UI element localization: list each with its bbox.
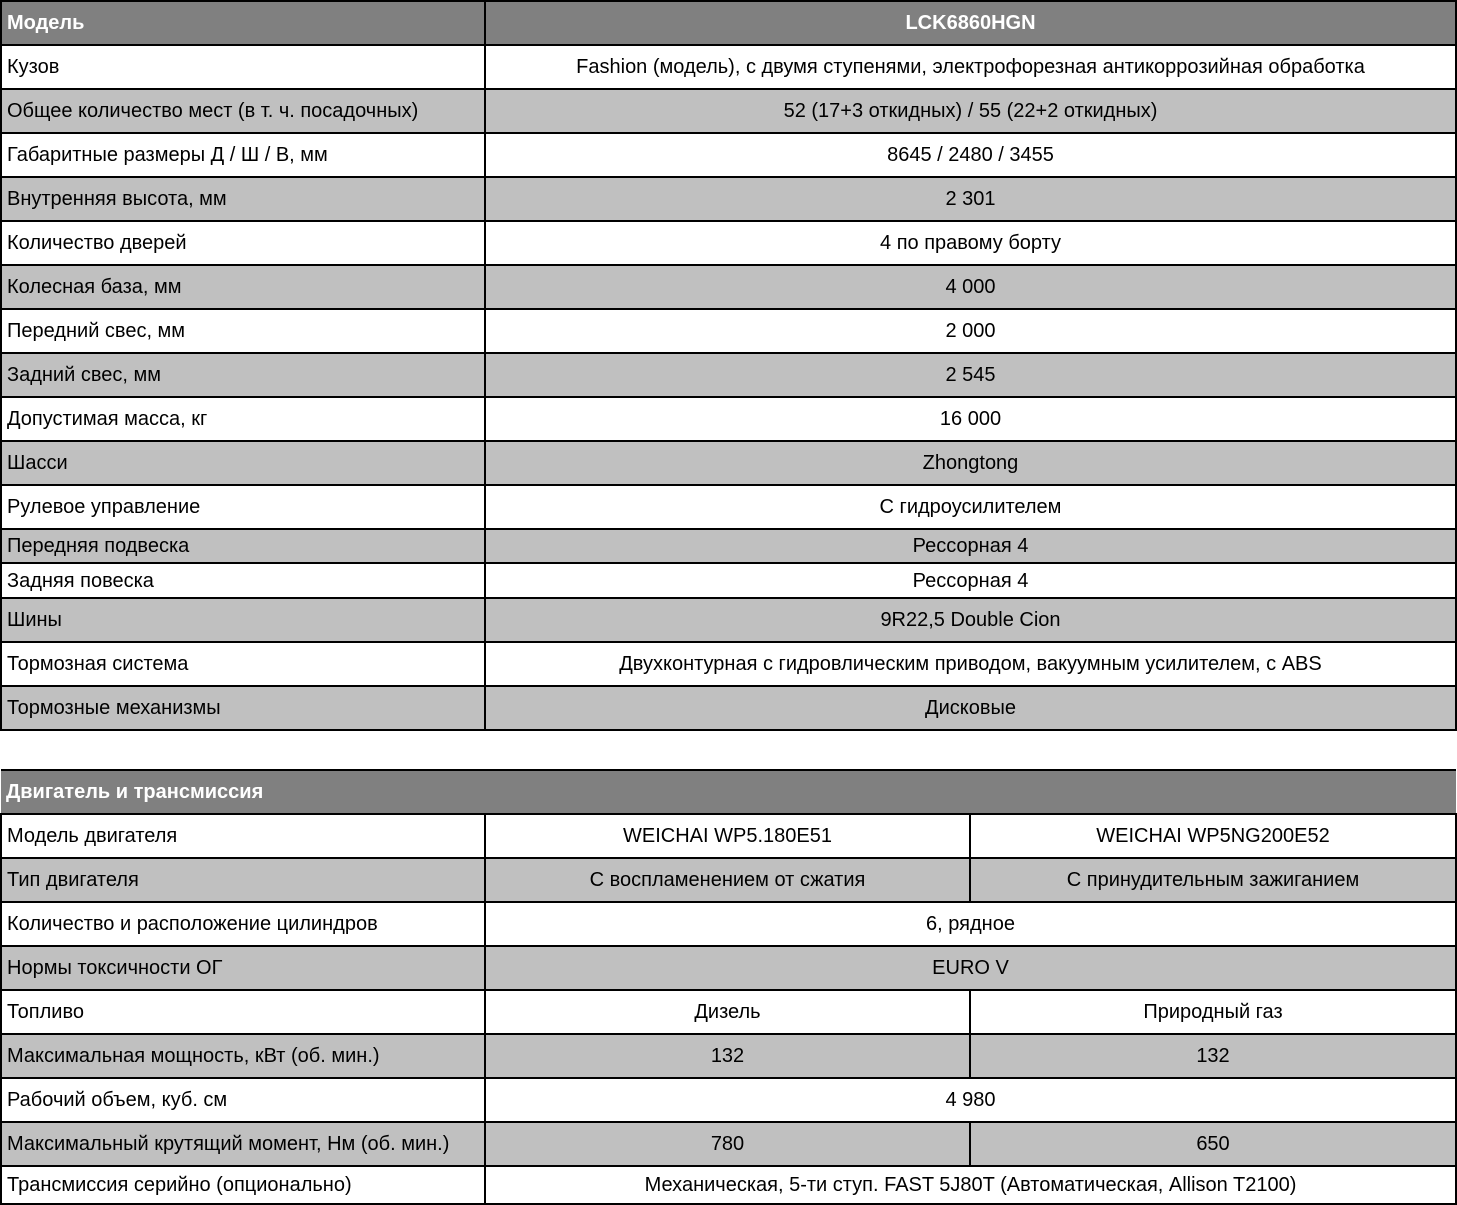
table-row — [1, 1034, 1456, 1078]
row-label: Шасси — [1, 441, 485, 485]
row-value-diesel: Дизель — [485, 990, 970, 1034]
table-row — [1, 353, 1456, 397]
table-row — [1, 397, 1456, 441]
row-value: 16 000 — [485, 397, 1456, 441]
specs-header-label: Модель — [1, 1, 485, 45]
specs-header-value: LCK6860HGN — [485, 1, 1456, 45]
row-value: Механическая, 5-ти ступ. FAST 5J80T (Автоматическая, Allison T2100) — [485, 1166, 1456, 1204]
row-value: 52 (17+3 откидных) / 55 (22+2 откидных) — [485, 89, 1456, 133]
row-label: Количество дверей — [1, 221, 485, 265]
table-row — [1, 686, 1456, 730]
row-label: Максимальный крутящий момент, Нм (об. мин.) — [1, 1122, 485, 1166]
row-label: Колесная база, мм — [1, 265, 485, 309]
row-label: Трансмиссия серийно (опционально) — [1, 1166, 485, 1204]
table-row — [1, 598, 1456, 642]
row-value-diesel: 780 — [485, 1122, 970, 1166]
row-label: Нормы токсичности ОГ — [1, 946, 485, 990]
row-value-diesel: WEICHAI WP5.180E51 — [485, 814, 970, 858]
row-value-gas: Природный газ — [970, 990, 1456, 1034]
engine-header-row — [1, 770, 1456, 814]
engine-section-title: Двигатель и трансмиссия — [1, 770, 1456, 814]
row-label: Тормозные механизмы — [1, 686, 485, 730]
row-label: Передний свес, мм — [1, 309, 485, 353]
row-label: Максимальная мощность, кВт (об. мин.) — [1, 1034, 485, 1078]
row-value: 2 301 — [485, 177, 1456, 221]
row-label: Внутренняя высота, мм — [1, 177, 485, 221]
row-value-gas: 650 — [970, 1122, 1456, 1166]
row-value: 4 по правому борту — [485, 221, 1456, 265]
engine-transmission-table — [0, 769, 1457, 1205]
table-row — [1, 858, 1456, 902]
row-value: Fashion (модель), с двумя ступенями, электрофорезная антикоррозийная обработка — [485, 45, 1456, 89]
table-row — [1, 1078, 1456, 1122]
row-label: Передняя подвеска — [1, 529, 485, 563]
row-value: Рессорная 4 — [485, 529, 1456, 563]
table-row — [1, 814, 1456, 858]
table-row — [1, 642, 1456, 686]
table-row — [1, 89, 1456, 133]
row-value: 6, рядное — [485, 902, 1456, 946]
row-value-gas: WEICHAI WP5NG200E52 — [970, 814, 1456, 858]
table-row — [1, 1166, 1456, 1204]
row-label: Шины — [1, 598, 485, 642]
row-value: Zhongtong — [485, 441, 1456, 485]
row-value-diesel: 132 — [485, 1034, 970, 1078]
row-value: Дисковые — [485, 686, 1456, 730]
row-label: Габаритные размеры Д / Ш / В, мм — [1, 133, 485, 177]
table-row — [1, 221, 1456, 265]
row-value: Рессорная 4 — [485, 563, 1456, 598]
table-row — [1, 45, 1456, 89]
row-value: 4 980 — [485, 1078, 1456, 1122]
row-label: Рулевое управление — [1, 485, 485, 529]
row-value: 8645 / 2480 / 3455 — [485, 133, 1456, 177]
row-value-gas: 132 — [970, 1034, 1456, 1078]
specs-header-row — [1, 1, 1456, 45]
row-value: 2 545 — [485, 353, 1456, 397]
row-value: 4 000 — [485, 265, 1456, 309]
row-value-diesel: С воспламенением от сжатия — [485, 858, 970, 902]
table-row — [1, 485, 1456, 529]
table-row — [1, 177, 1456, 221]
row-value-gas: С принудительным зажиганием — [970, 858, 1456, 902]
table-row — [1, 265, 1456, 309]
table-row — [1, 946, 1456, 990]
row-label: Топливо — [1, 990, 485, 1034]
row-label: Тормозная система — [1, 642, 485, 686]
table-row — [1, 563, 1456, 598]
row-label: Задний свес, мм — [1, 353, 485, 397]
table-row — [1, 902, 1456, 946]
table-row — [1, 529, 1456, 563]
table-row — [1, 1122, 1456, 1166]
row-label: Кузов — [1, 45, 485, 89]
row-label: Тип двигателя — [1, 858, 485, 902]
table-row — [1, 990, 1456, 1034]
table-row — [1, 309, 1456, 353]
table-row — [1, 441, 1456, 485]
table-row — [1, 133, 1456, 177]
row-label: Количество и расположение цилиндров — [1, 902, 485, 946]
row-label: Модель двигателя — [1, 814, 485, 858]
row-value: 2 000 — [485, 309, 1456, 353]
row-value: Двухконтурная с гидровлическим приводом, вакуумным усилителем, с ABS — [485, 642, 1456, 686]
row-label: Рабочий объем, куб. см — [1, 1078, 485, 1122]
row-value: EURO V — [485, 946, 1456, 990]
row-label: Допустимая масса, кг — [1, 397, 485, 441]
row-label: Общее количество мест (в т. ч. посадочных) — [1, 89, 485, 133]
row-label: Задняя повеска — [1, 563, 485, 598]
row-value: С гидроусилителем — [485, 485, 1456, 529]
row-value: 9R22,5 Double Cion — [485, 598, 1456, 642]
